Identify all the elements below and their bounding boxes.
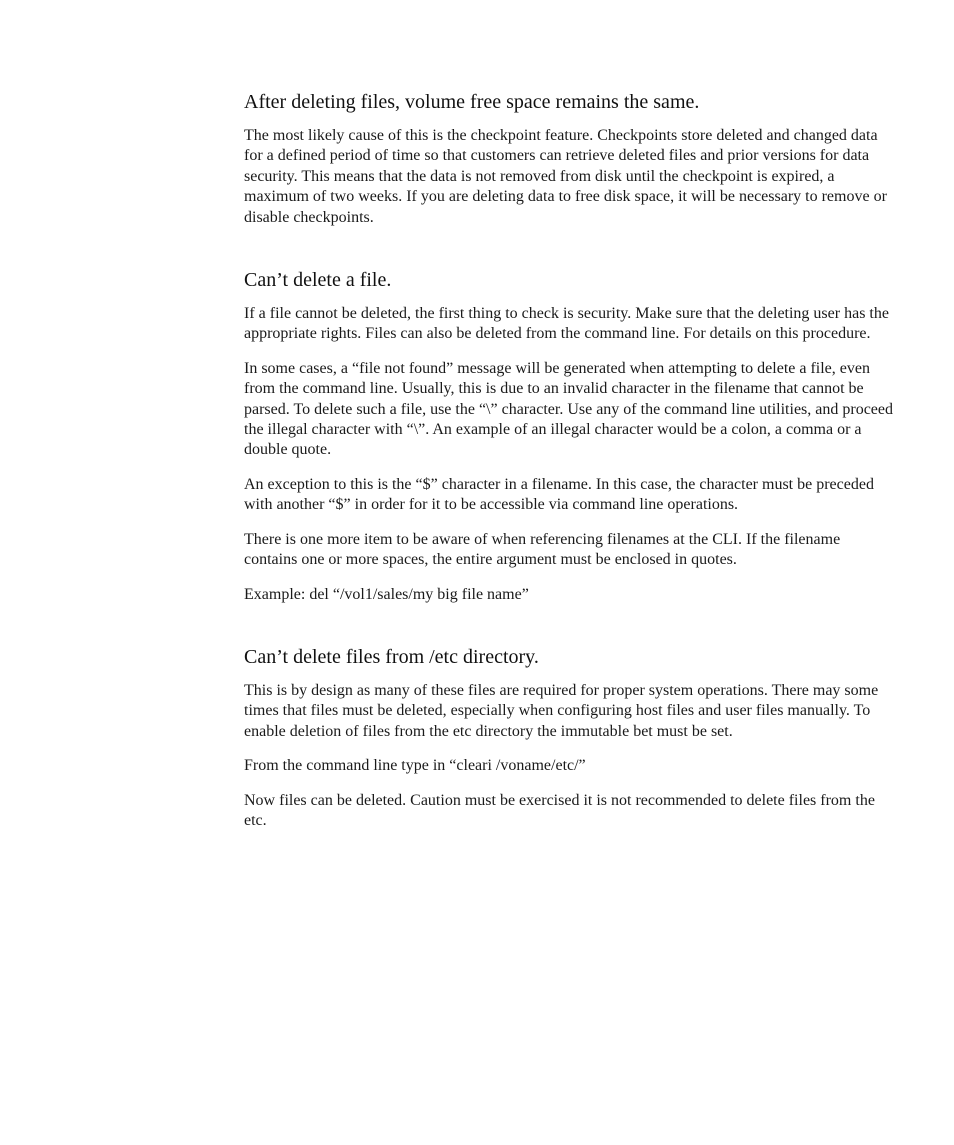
section-heading: After deleting files, volume free space remains the same. (244, 91, 700, 113)
paragraph: This is by design as many of these files are required for proper system operations. There may some times that files must be deleted, especially when configuring host files and user files manually. To enable deletion of files from the etc directory the immutable bet must be set. (244, 681, 879, 740)
paragraph: An exception to this is the “$” character in a filename. In this case, the character must be preceded with another “$” in order for it to be accessible via command line operations. (244, 475, 874, 514)
paragraph: The most likely cause of this is the checkpoint feature. Checkpoints store deleted and changed data for a defined period of time so that customers can retrieve deleted files and prior versions for data security. This means that the data is not removed from disk until the checkpoint is expired, a maximum of two weeks. If you are deleting data to free disk space, it will be necessary to remove or disable checkpoints. (244, 127, 887, 226)
document-body (244, 88, 894, 831)
section-volume-free-space (244, 88, 894, 228)
paragraph: In some cases, a “file not found” message will be generated when attempting to delete a file, even from the command line. Usually, this is due to an invalid character in the filename that cannot be parsed. To delete such a file, use the “\” character. Use any of the command line utilities, and proceed the illegal character with “\”. An example of an illegal character would be a colon, a comma or a double quote. (244, 359, 893, 459)
paragraph: Now files can be deleted. Caution must be exercised it is not recommended to delete files from the etc. (244, 791, 875, 829)
example-paragraph: Example: del “/vol1/sales/my big file name” (244, 585, 529, 603)
paragraph: There is one more item to be aware of when referencing filenames at the CLI. If the filename contains one or more spaces, the entire argument must be enclosed in quotes. (244, 530, 841, 569)
section-cant-delete-file (244, 266, 894, 605)
section-heading: Can’t delete files from /etc directory. (244, 645, 539, 668)
section-heading: Can’t delete a file. (244, 269, 392, 292)
section-etc-directory (244, 643, 894, 831)
paragraph: If a file cannot be deleted, the first thing to check is security. Make sure that the deleting user has the appropriate rights. Files can also be deleted from the command line. For details on this procedure. (244, 305, 889, 343)
command-paragraph: From the command line type in “cleari /voname/etc/” (244, 757, 586, 775)
